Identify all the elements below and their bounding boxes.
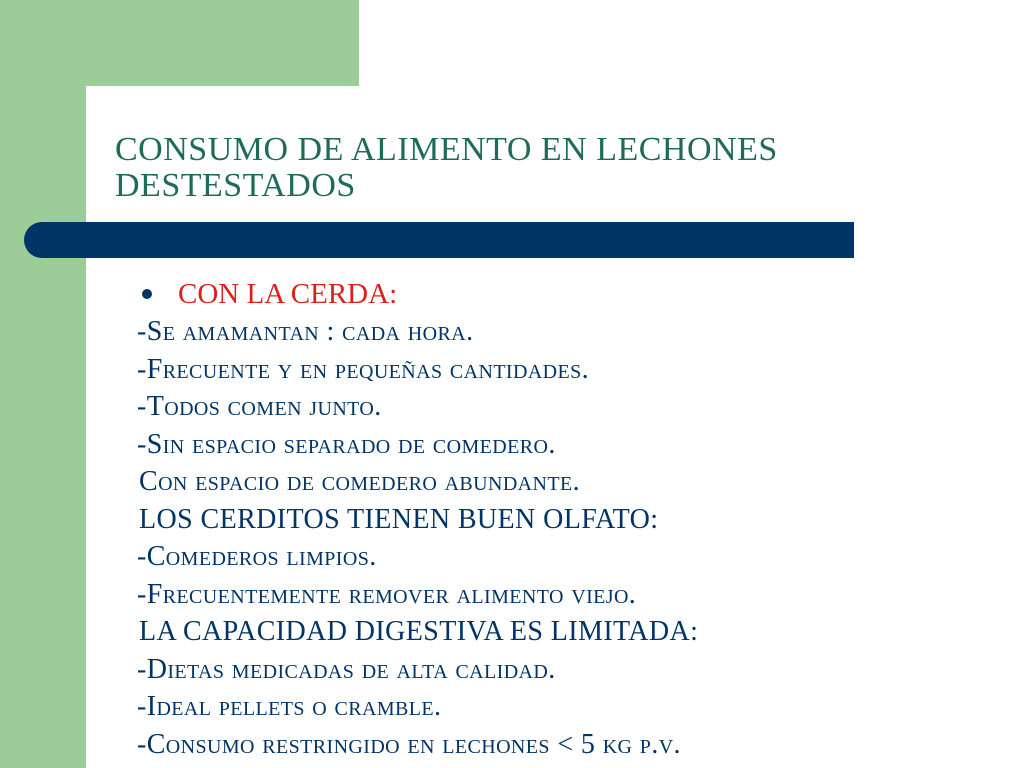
body-line: -Comederos limpios. [137, 541, 377, 572]
body-line: -Frecuente y en pequeñas cantidades. [137, 353, 590, 385]
body-line: -Consumo restringido en lechones < 5 kg p.v. [137, 728, 681, 760]
body-line: -Se amamantan : cada hora. [137, 316, 474, 347]
title-line-2: DESTESTADOS [115, 167, 356, 204]
body-line: -Ideal pellets o cramble. [137, 691, 442, 722]
bullet-text: CON LA CERDA: [178, 277, 398, 310]
body-line: -Sin espacio separado de comedero. [137, 428, 556, 460]
slide-body [137, 275, 1007, 763]
body-line: -Todos comen junto. [137, 391, 382, 422]
top-green-band [86, 0, 359, 86]
title-line-1: CONSUMO DE ALIMENTO EN LECHONES [115, 131, 778, 168]
body-line: -Frecuentemente remover alimento viejo. [137, 578, 637, 610]
bullet-item [137, 275, 1007, 313]
bullet-dot-icon [142, 289, 152, 299]
body-line: -Dietas medicadas de alta calidad. [137, 653, 556, 685]
section-heading: LA CAPACIDAD DIGESTIVA ES LIMITADA: [139, 616, 699, 647]
body-line: Con espacio de comedero abundante. [139, 466, 580, 497]
left-green-band [0, 0, 86, 768]
title-divider-bar [24, 222, 854, 258]
slide-title [115, 132, 995, 204]
section-heading: LOS CERDITOS TIENEN BUEN OLFATO: [139, 503, 659, 535]
